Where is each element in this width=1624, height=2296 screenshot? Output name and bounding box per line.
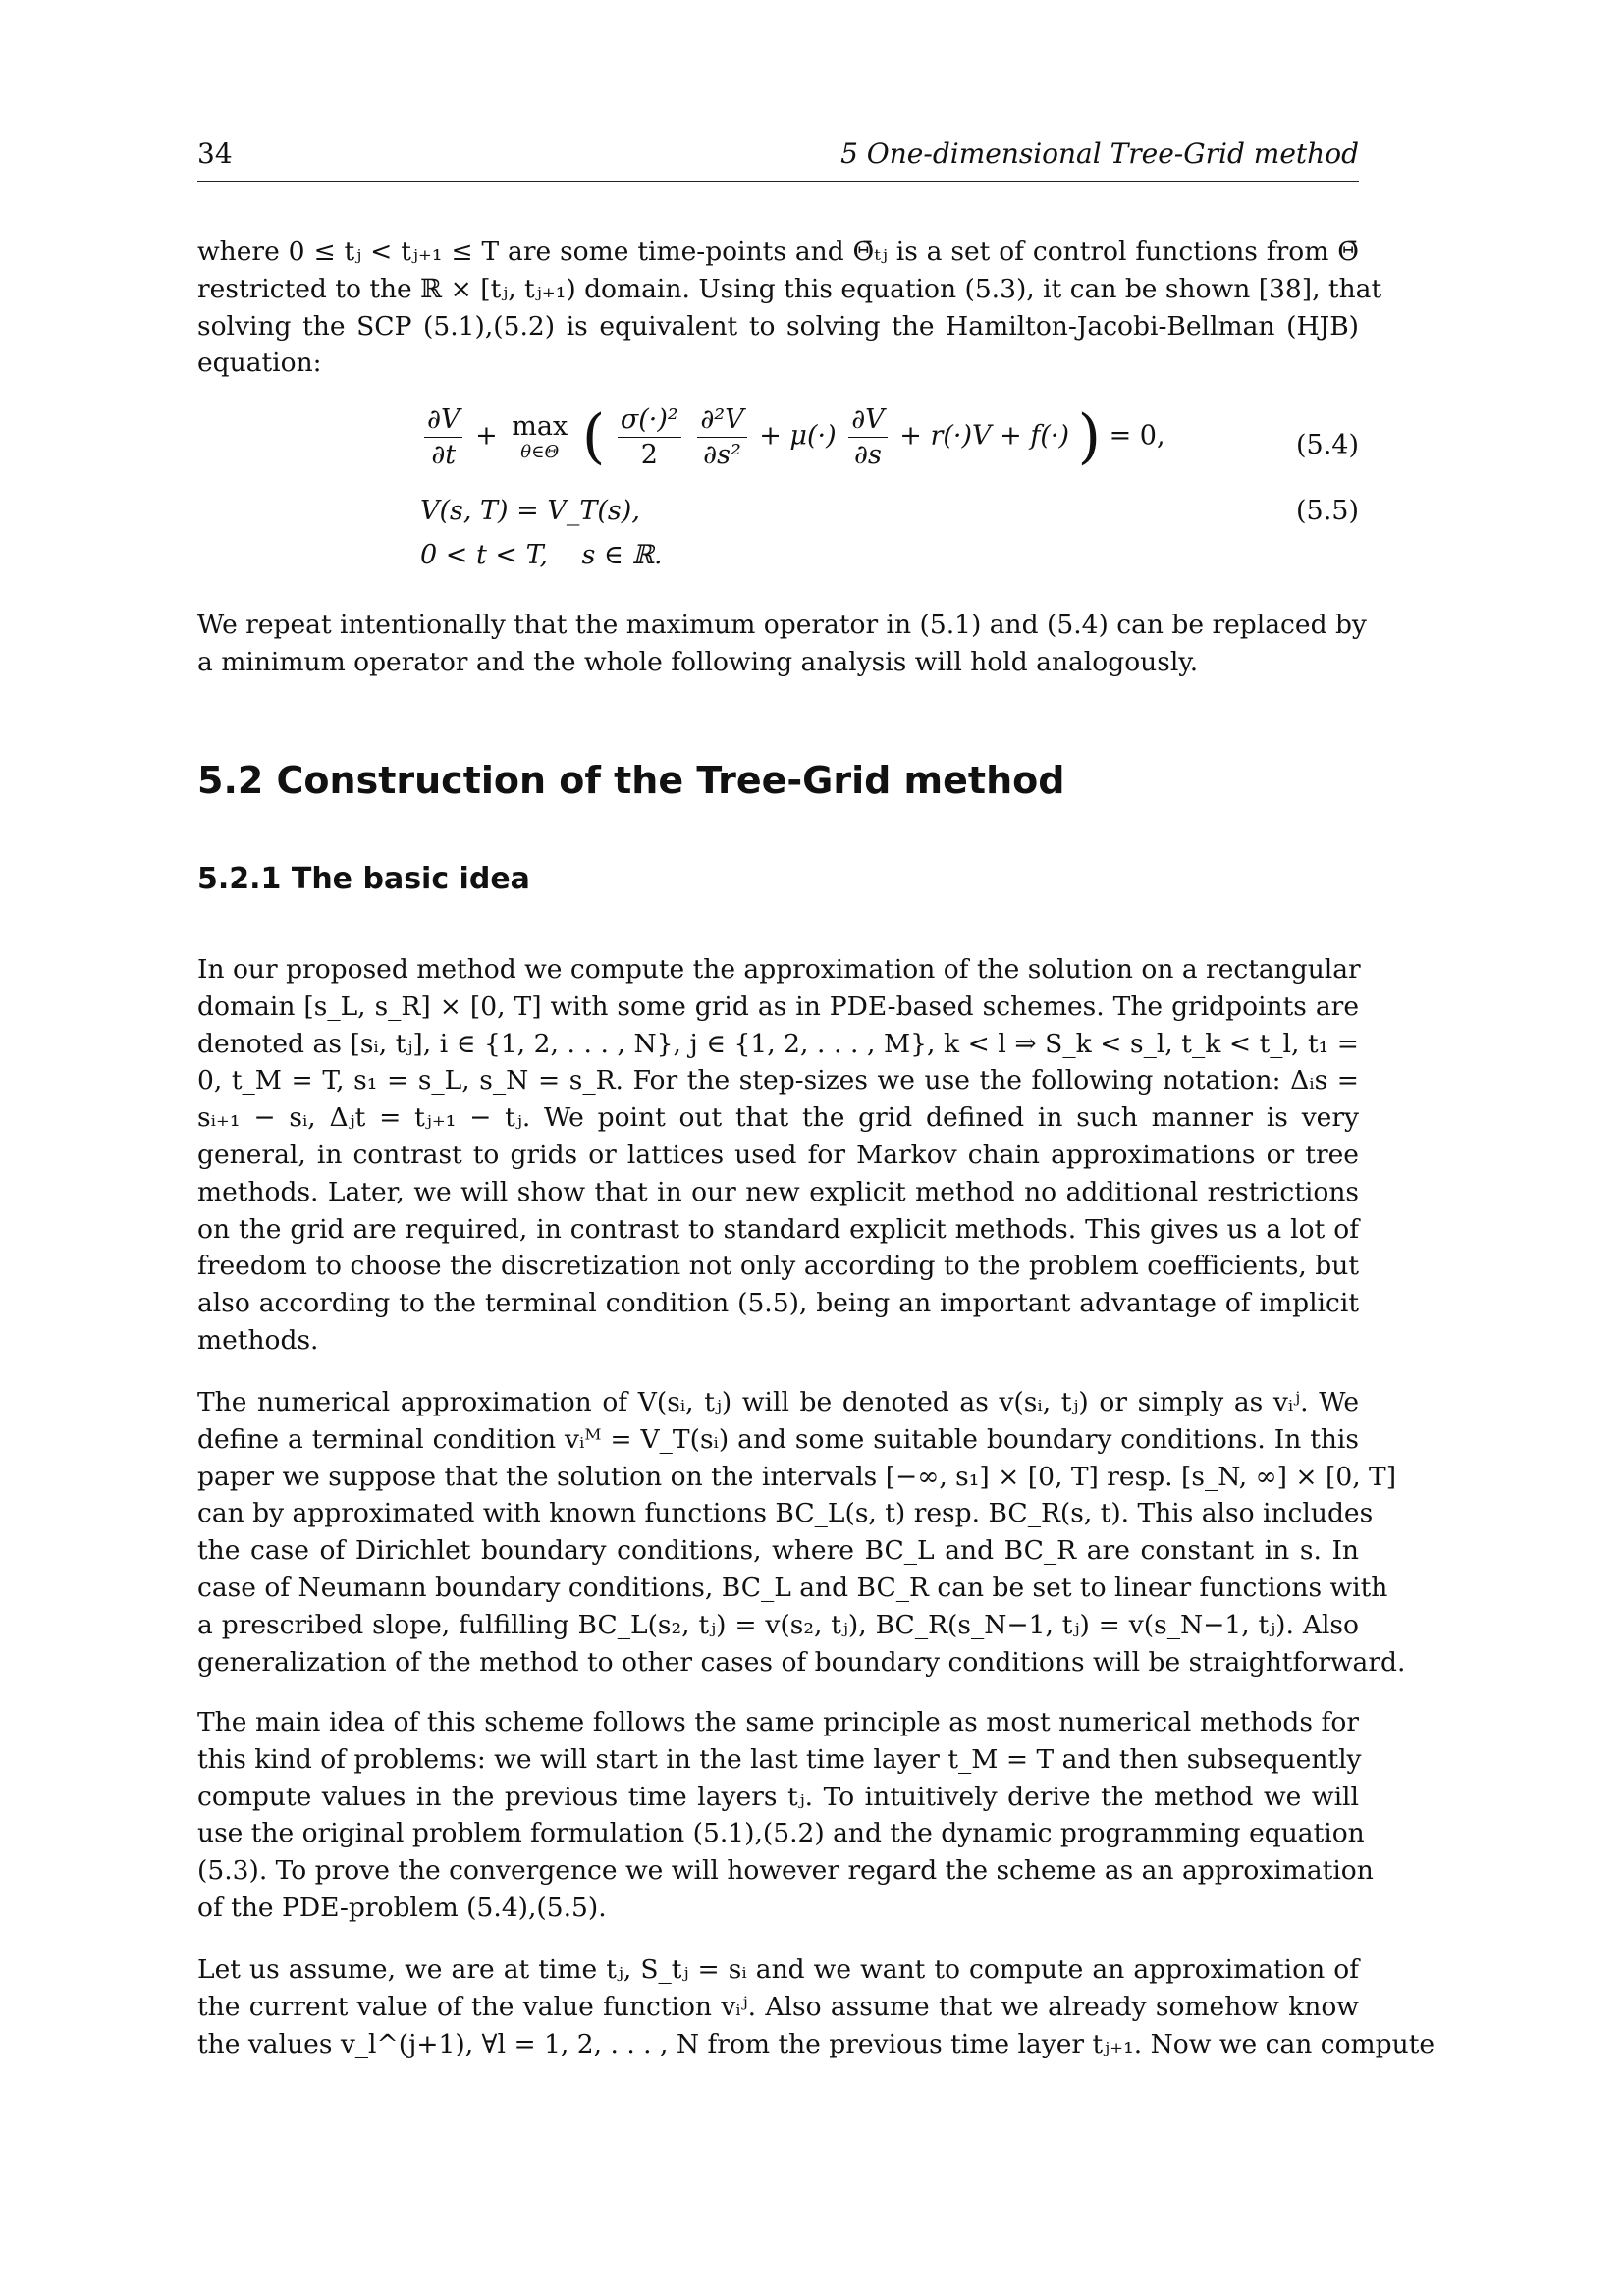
text-line: The numerical approximation of V(sᵢ, tⱼ) will be denoted as v(sᵢ, tⱼ) or simply as vᵢʲ. We: [197, 1387, 1359, 1417]
text-line: can by approximated with known functions BC_L(s, t) resp. BC_R(s, t). This also includes: [197, 1498, 1374, 1529]
text-line: We repeat intentionally that the maximum operator in (5.1) and (5.4) can be replaced by: [197, 610, 1367, 640]
intro-paragraph: [197, 234, 1382, 382]
text-line: this kind of problems: we will start in the last time layer t_M = T and then subsequently: [197, 1743, 1362, 1775]
text-line: equation:: [197, 347, 322, 379]
text-line: restricted to the ℝ × [tⱼ, tⱼ₊₁) domain. Using this equation (5.3), it can be shown [38], that: [197, 273, 1382, 304]
text-line: The main idea of this scheme follows the same principle as most numerical methods for: [197, 1707, 1359, 1737]
text-line: the current value of the value function vᵢʲ. Also assume that we already somehow know: [197, 1991, 1359, 2022]
hjb-equation-block: [420, 402, 1359, 579]
paragraph-boundary: [197, 1384, 1406, 1681]
text-line: methods. Later, we will show that in our new explicit method no additional restrictions: [197, 1176, 1359, 1207]
text-line: In our proposed method we compute the approximation of the solution on a rectangular: [197, 954, 1361, 985]
text-line: define a terminal condition vᵢᴹ = V_T(sᵢ) and some suitable boundary conditions. In this: [197, 1423, 1359, 1455]
text-line: general, in contrast to grids or lattices used for Markov chain approximations or tree: [197, 1139, 1359, 1170]
page-header: [197, 133, 1359, 182]
sigma-fraction: $\frac{\text{σ(·)²}}{2}$: [618, 404, 681, 470]
text-line: a minimum operator and the whole following analysis will hold analogously.: [197, 646, 1199, 677]
running-title: 5 One-dimensional Tree-Grid method: [840, 137, 1359, 170]
text-line: denoted as [sᵢ, tⱼ], i ∈ {1, 2, . . . , N}, j ∈ {1, 2, . . . , M}, k < l ⇒ S_k < s_l, t_k < t_l, t₁ =: [197, 1028, 1359, 1059]
text-line: a prescribed slope, fulfilling BC_L(s₂, tⱼ) = v(s₂, tⱼ), BC_R(s_N−1, tⱼ) = v(s_N−1, tⱼ). Also: [197, 1609, 1359, 1640]
text-line: (5.3). To prove the convergence we will however regard the scheme as an approximation: [197, 1855, 1374, 1887]
text-line: freedom to choose the discretization not only according to the problem coefficients, but: [197, 1251, 1359, 1282]
text-line: 0, t_M = T, s₁ = s_L, s_N = s_R. For the step-sizes we use the following notation: Δᵢs =: [197, 1065, 1359, 1096]
dv-dt-fraction: $\frac{\partial V}{\partial t}$: [424, 404, 462, 470]
repeat-paragraph: [197, 607, 1367, 681]
paragraph-grid: [197, 951, 1359, 1360]
text-line: compute values in the previous time layers tⱼ. To intuitively derive the method we will: [197, 1781, 1359, 1812]
text-line: paper we suppose that the solution on the intervals [−∞, s₁] × [0, T] resp. [s_N, ∞] × [0, T]: [197, 1461, 1397, 1492]
text-line: on the grid are required, in contrast to standard explicit methods. This gives us a lot of: [197, 1213, 1359, 1245]
paragraph-assume: [197, 1951, 1435, 2062]
text-line: generalization of the method to other cases of boundary conditions will be straightforward.: [197, 1646, 1406, 1678]
text-line: also according to the terminal condition (5.5), being an important advantage of implicit: [197, 1288, 1359, 1319]
page-number: 34: [197, 137, 233, 170]
text-line: the values v_l^(j+1), ∀l = 1, 2, . . . , N from the previous time layer tⱼ₊₁. Now we can compute: [197, 2028, 1435, 2059]
text-line: Let us assume, we are at time tⱼ, S_tⱼ = sᵢ and we want to compute an approximation of: [197, 1954, 1359, 1985]
text-line: the case of Dirichlet boundary conditions, where BC_L and BC_R are constant in s. In: [197, 1535, 1359, 1567]
text-line: of the PDE-problem (5.4),(5.5).: [197, 1892, 607, 1923]
max-operator: max θ∈Θ: [512, 411, 568, 462]
text-line: solving the SCP (5.1),(5.2) is equivalent to solving the Hamilton-Jacobi-Bellman (HJB): [197, 310, 1359, 342]
dv-ds-fraction: $\frac{\partial V}{\partial s}$: [848, 404, 887, 470]
text-line: case of Neumann boundary conditions, BC_L and BC_R can be set to linear functions with: [197, 1572, 1388, 1603]
equation-number: (5.4): [1295, 430, 1359, 460]
text-line: sᵢ₊₁ − sᵢ, Δⱼt = tⱼ₊₁ − tⱼ. We point out that the grid defined in such manner is very: [197, 1102, 1359, 1134]
text-line: domain [s_L, s_R] × [0, T] with some grid as in PDE-based schemes. The gridpoints are: [197, 990, 1359, 1022]
equation-5-4: $\frac{\partial V}{\partial t}$ + max θ∈Θ ( $\frac{\text{σ(·)²}}{2}$ $\frac{\text{∂²V}}{\text{∂s²}}$ + μ(·) $\frac{\partial V}{\partial s}$ + r(·)V + f(·) ) = 0, (5.4): [420, 402, 1359, 471]
text-line: use the original problem formulation (5.1),(5.2) and the dynamic programming equation: [197, 1818, 1365, 1849]
text-line: methods.: [197, 1324, 319, 1356]
text-line: where 0 ≤ tⱼ < tⱼ₊₁ ≤ T are some time-points and Θ̄ₜⱼ is a set of control functions from Θ̄: [197, 237, 1359, 267]
subsection-title: 5.2.1 The basic idea: [197, 862, 530, 896]
equation-number: (5.5): [1295, 496, 1359, 526]
paragraph-main-idea: [197, 1704, 1374, 1927]
section-title: 5.2 Construction of the Tree-Grid method: [197, 759, 1065, 802]
equation-5-5: V(s, T) = V_T(s), (5.5): [420, 496, 1359, 526]
equation-domain: 0 < t < T, s ∈ ℝ.: [420, 540, 663, 570]
second-derivative-fraction: $\frac{\text{∂²V}}{\text{∂s²}}$: [697, 404, 746, 470]
